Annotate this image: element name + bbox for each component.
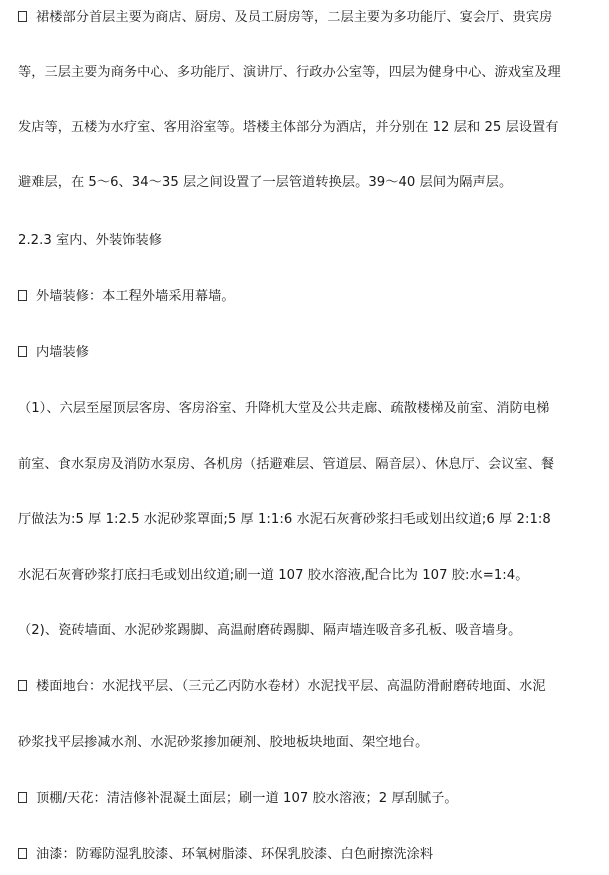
bullet-box-icon xyxy=(18,11,27,22)
line-text: 油漆：防霉防湿乳胶漆、环氧树脂漆、环保乳胶漆、白色耐擦洗涂料 xyxy=(36,847,434,862)
text-line-3 xyxy=(18,119,597,137)
line-text: 裙楼部分首层主要为商店、厨房、及员工厨房等，二层主要为多功能厅、宴会厅、贵宾房 xyxy=(36,10,553,25)
line-text: （1）、六层至屋顶层客房、客房浴室、升降机大堂及公共走廊、疏散楼梯及前室、消防电梯 xyxy=(18,401,550,416)
text-line-12 xyxy=(18,622,597,640)
section-heading xyxy=(18,232,597,250)
text-line-9 xyxy=(18,456,597,474)
bullet-box-icon xyxy=(18,848,27,859)
text-line-1 xyxy=(18,9,597,27)
bullet-box-icon xyxy=(18,680,27,691)
text-line-13 xyxy=(18,678,597,696)
text-line-8 xyxy=(18,400,597,418)
text-line-2 xyxy=(18,64,597,82)
line-text: 等，三层主要为商务中心、多功能厅、演讲厅、行政办公室等，四层为健身中心、游戏室及理 xyxy=(18,65,561,80)
text-line-4 xyxy=(18,174,597,192)
text-line-11 xyxy=(18,567,597,585)
line-text: 2.2.3 室内、外装饰装修 xyxy=(18,233,162,248)
line-text: （2)、瓷砖墙面、水泥砂浆踢脚、高温耐磨砖踢脚、隔声墙连吸音多孔板、吸音墙身。 xyxy=(18,623,522,638)
line-text: 发店等，五楼为水疗室、客用浴室等。塔楼主体部分为酒店，并分别在 12 层和 25 层设置有 xyxy=(18,120,559,135)
text-line-10 xyxy=(18,511,597,529)
bullet-box-icon xyxy=(18,290,27,301)
bullet-box-icon xyxy=(18,792,27,803)
line-text: 厅做法为:5 厚 1:2.5 水泥砂浆罩面;5 厚 1:1:6 水泥石灰膏砂浆扫毛或划出纹道;6 厚 2:1:8 xyxy=(18,512,551,527)
line-text: 水泥石灰膏砂浆打底扫毛或划出纹道;刷一道 107 胶水溶液,配合比为 107 胶:水=1:4。 xyxy=(18,568,529,583)
bullet-box-icon xyxy=(18,346,27,357)
text-line-7 xyxy=(18,344,597,362)
text-line-14 xyxy=(18,734,597,752)
line-text: 避难层，在 5～6、34～35 层之间设置了一层管道转换层。39～40 层间为隔声层。 xyxy=(18,175,513,190)
line-text: 楼面地台：水泥找平层、（三元乙丙防水卷材）水泥找平层、高温防滑耐磨砖地面、水泥 xyxy=(36,679,546,694)
line-text: 砂浆找平层掺减水剂、水泥砂浆掺加硬剂、胶地板块地面、架空地台。 xyxy=(18,735,429,750)
line-text: 前室、食水泵房及消防水泵房、各机房（括避难层、管道层、隔音层）、休息厅、会议室、餐 xyxy=(18,457,555,472)
text-line-16 xyxy=(18,846,597,864)
line-text: 顶棚/天花：清洁修补混凝土面层；刷一道 107 胶水溶液；2 厚刮腻子。 xyxy=(36,791,458,806)
text-line-15 xyxy=(18,790,597,808)
text-line-6 xyxy=(18,288,597,306)
line-text: 内墙装修 xyxy=(36,345,89,360)
line-text: 外墙装修：本工程外墙采用幕墙。 xyxy=(36,289,235,304)
